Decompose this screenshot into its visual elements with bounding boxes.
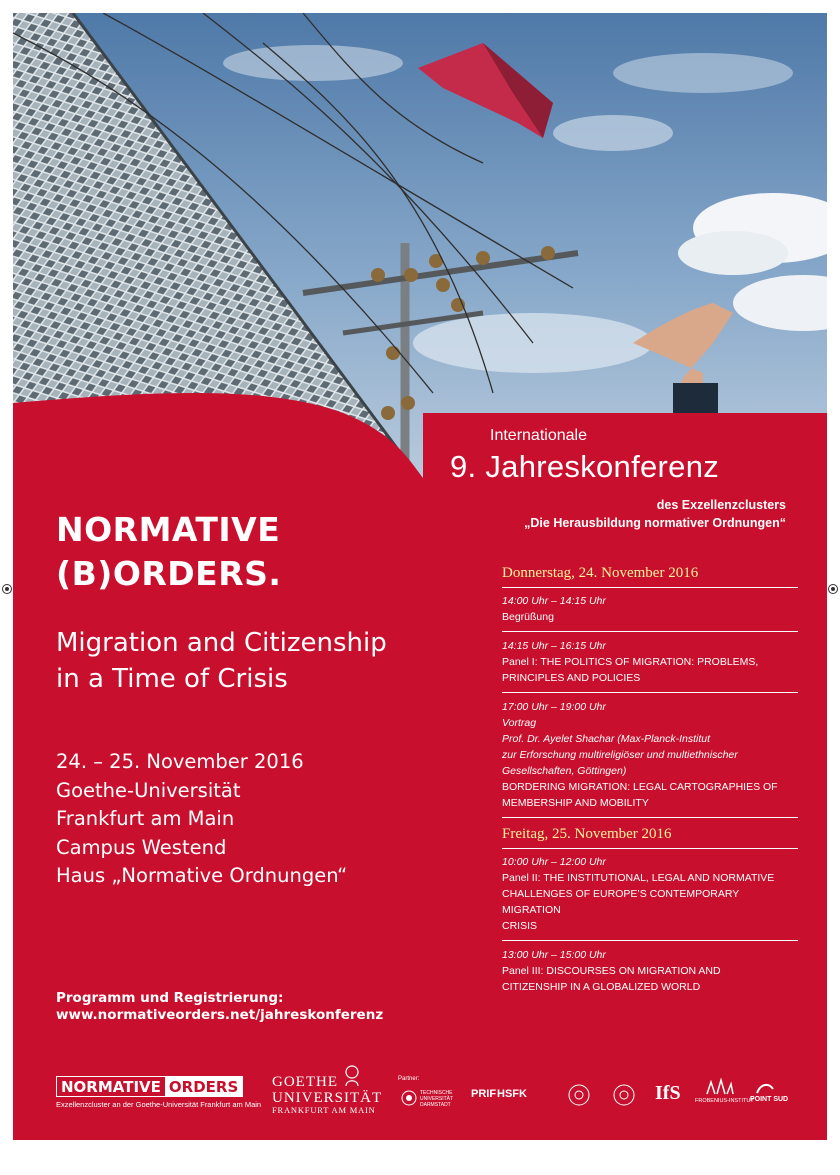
cluster-description	[524, 496, 786, 532]
event-university: Goethe-Universität	[56, 778, 241, 802]
poster	[13, 13, 827, 1140]
registration-label: Programm und Registrierung:	[56, 990, 284, 1006]
item-text: CHALLENGES OF EUROPE’S CONTEMPORARY MIGRATION	[502, 888, 740, 916]
headline	[56, 508, 281, 596]
subtitle-line-1: Migration and Citizenship	[56, 628, 387, 658]
normative-orders-logo[interactable]	[56, 1076, 243, 1097]
schedule	[502, 565, 798, 1007]
registration	[56, 990, 383, 1024]
schedule-item	[502, 638, 798, 693]
goethe-portrait-icon	[343, 1064, 361, 1086]
tu-darmstadt-logo[interactable]	[401, 1090, 417, 1111]
prif-logo[interactable]: PRIF	[471, 1088, 497, 1100]
cluster-line-1: des Exzellenzclusters	[656, 498, 786, 512]
schedule-item	[502, 947, 798, 1001]
goethe-university-logo[interactable]	[272, 1074, 382, 1115]
point-sud-logo[interactable]: POINT SUD	[750, 1096, 789, 1103]
item-text: Panel I: THE POLITICS OF MIGRATION: PROBLEMS,	[502, 656, 759, 668]
registration-mark	[828, 584, 838, 594]
mpi-seal-icon[interactable]	[613, 1084, 635, 1106]
headline-line-1: NORMATIVE	[56, 510, 281, 549]
registration-mark	[2, 584, 12, 594]
item-text: Panel II: THE INSTITUTIONAL, LEGAL AND NORMATIVE	[502, 872, 775, 884]
item-speaker: Gesellschaften, Göttingen)	[502, 765, 627, 777]
schedule-item	[502, 699, 798, 818]
conference-prefix: Internationale	[490, 427, 587, 444]
item-text: PRINCIPLES AND POLICIES	[502, 672, 641, 684]
item-text: Panel III: DISCOURSES ON MIGRATION AND	[502, 965, 721, 977]
headline-line-2: (B)ORDERS.	[56, 554, 282, 593]
logo-text-normative: NORMATIVE	[61, 1077, 161, 1096]
item-text: CRISIS	[502, 920, 538, 932]
normative-orders-subtitle: Exzellenzcluster an der Goethe-Universität Frankfurt am Main	[56, 1100, 262, 1109]
tu-darmstadt-text: TECHNISCHE UNIVERSITÄT DARMSTADT	[420, 1090, 453, 1108]
registration-url[interactable]: www.normativeorders.net/jahreskonferenz	[56, 1007, 384, 1023]
goethe-line-3: FRANKFURT AM MAIN	[272, 1105, 376, 1115]
event-campus: Campus Westend	[56, 835, 227, 859]
schedule-item	[502, 854, 798, 941]
logo-text-orders: ORDERS	[165, 1077, 242, 1096]
conference-title: 9. Jahreskonferenz	[450, 449, 720, 484]
item-text: MEMBERSHIP AND MOBILITY	[502, 797, 649, 809]
event-dates: 24. – 25. November 2016	[56, 750, 304, 773]
frobenius-logo[interactable]: FROBENIUS-INSTITUT	[695, 1098, 754, 1104]
subtitle-line-2: in a Time of Crisis	[56, 664, 288, 694]
partners-label: Partner:	[398, 1076, 420, 1082]
cluster-line-2: „Die Herausbildung normativer Ordnungen“	[524, 516, 786, 530]
item-speaker: Prof. Dr. Ayelet Shachar (Max-Planck-Institut	[502, 733, 711, 745]
ifs-logo[interactable]: IfS	[655, 1082, 681, 1104]
day-heading: Freitag, 25. November 2016	[502, 826, 798, 849]
item-text: BORDERING MIGRATION: LEGAL CARTOGRAPHIES OF	[502, 781, 778, 793]
logo-bar	[13, 1068, 827, 1138]
subtitle	[56, 625, 387, 697]
item-time: 10:00 Uhr – 12:00 Uhr	[502, 856, 606, 868]
event-building: Haus „Normative Ordnungen“	[56, 864, 348, 887]
frobenius-figures-icon	[703, 1078, 735, 1096]
item-text: Begrüßung	[502, 611, 554, 623]
goethe-line-1: GOETHE	[272, 1074, 338, 1090]
item-time: 14:15 Uhr – 16:15 Uhr	[502, 640, 606, 652]
hsfk-logo[interactable]: HSFK	[497, 1088, 527, 1100]
max-planck-seal-icon[interactable]	[568, 1084, 590, 1106]
item-time: 17:00 Uhr – 19:00 Uhr	[502, 701, 606, 713]
item-time: 14:00 Uhr – 14:15 Uhr	[502, 595, 606, 607]
day-heading: Donnerstag, 24. November 2016	[502, 565, 798, 588]
event-details	[56, 748, 347, 891]
item-speaker: Vortrag	[502, 717, 537, 729]
point-sud-swoosh-icon	[755, 1081, 775, 1095]
item-text: CITIZENSHIP IN A GLOBALIZED WORLD	[502, 981, 701, 993]
item-speaker: zur Erforschung multireligiöser und multiethnischer	[502, 749, 738, 761]
goethe-line-2: UNIVERSITÄT	[272, 1090, 383, 1106]
schedule-item	[502, 593, 798, 632]
event-city: Frankfurt am Main	[56, 807, 235, 830]
item-time: 13:00 Uhr – 15:00 Uhr	[502, 949, 606, 961]
seal-icon	[401, 1090, 417, 1106]
